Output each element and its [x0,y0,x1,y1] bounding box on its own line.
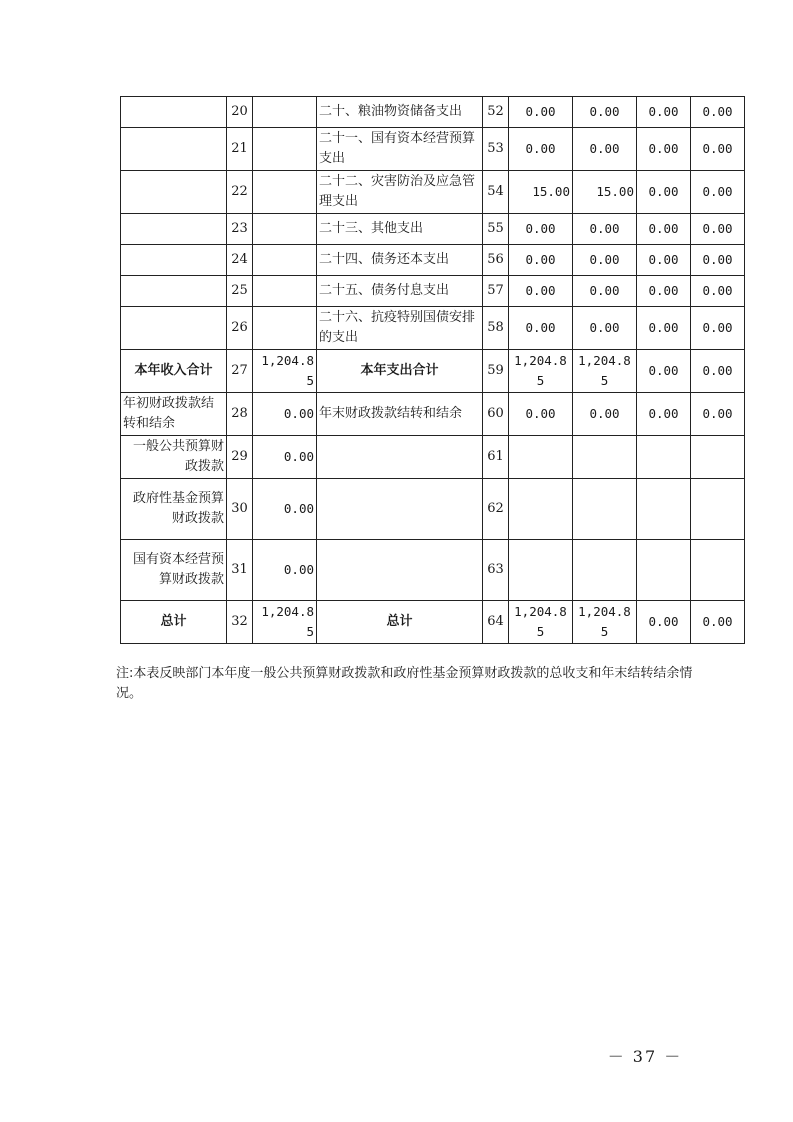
expense-line-number: 58 [483,307,509,350]
gov-fund-cell: 0.00 [637,393,691,436]
income-item-cell [121,245,227,276]
gov-fund-cell [637,479,691,540]
income-line-number: 31 [227,540,253,601]
gov-fund-cell: 0.00 [637,214,691,245]
state-capital-cell: 0.00 [691,350,745,393]
income-line-number: 22 [227,171,253,214]
table-row [121,479,745,540]
expense-item-cell: 二十五、债务付息支出 [317,276,483,307]
income-item-cell: 年初财政拨款结转和结余 [121,393,227,436]
income-item-cell: 政府性基金预算财政拨款 [121,479,227,540]
expense-item-cell: 二十一、国有资本经营预算支出 [317,128,483,171]
gov-fund-cell: 0.00 [637,171,691,214]
expense-total-cell [509,479,573,540]
expense-total-cell: 0.00 [509,245,573,276]
expense-line-number: 59 [483,350,509,393]
income-line-number: 30 [227,479,253,540]
gov-fund-cell: 0.00 [637,276,691,307]
expense-item-cell: 二十三、其他支出 [317,214,483,245]
income-amount-cell: 0.00 [253,479,317,540]
general-budget-cell: 0.00 [573,245,637,276]
table-row [121,128,745,171]
income-line-number: 29 [227,436,253,479]
expense-item-cell [317,436,483,479]
grand-total-label: 总计 [317,601,483,644]
state-capital-cell: 0.00 [691,601,745,644]
income-item-cell: 一般公共预算财政拨款 [121,436,227,479]
expense-line-number: 53 [483,128,509,171]
expense-line-number: 61 [483,436,509,479]
expense-total-cell: 15.00 [509,171,573,214]
expense-total-cell [509,540,573,601]
general-budget-cell: 1,204.85 [573,350,637,393]
expense-item-cell [317,479,483,540]
table-row [121,436,745,479]
expense-total-cell [509,436,573,479]
expense-total-cell: 0.00 [509,97,573,128]
general-budget-cell: 0.00 [573,214,637,245]
income-amount-cell [253,276,317,307]
income-line-number: 20 [227,97,253,128]
table-row [121,171,745,214]
gov-fund-cell: 0.00 [637,601,691,644]
income-amount-cell [253,214,317,245]
income-amount-cell [253,307,317,350]
income-line-number: 32 [227,601,253,644]
expense-total-cell: 0.00 [509,393,573,436]
expense-total-cell: 1,204.85 [509,350,573,393]
income-line-number: 28 [227,393,253,436]
table-row-grand-total [121,601,745,644]
income-item-cell [121,307,227,350]
state-capital-cell: 0.00 [691,307,745,350]
table-row-annual-totals [121,350,745,393]
general-budget-cell: 0.00 [573,128,637,171]
expense-item-cell: 二十、粮油物资储备支出 [317,97,483,128]
expense-line-number: 55 [483,214,509,245]
expense-line-number: 56 [483,245,509,276]
income-line-number: 26 [227,307,253,350]
page-number: － 37 － [607,1047,683,1066]
expense-item-cell: 二十二、灾害防治及应急管理支出 [317,171,483,214]
expense-total-cell: 0.00 [509,128,573,171]
expense-total-cell: 0.00 [509,214,573,245]
fiscal-appropriation-table [120,96,745,644]
state-capital-cell: 0.00 [691,128,745,171]
state-capital-cell: 0.00 [691,171,745,214]
expense-item-cell: 二十四、债务还本支出 [317,245,483,276]
table-row [121,540,745,601]
general-budget-cell: 0.00 [573,393,637,436]
state-capital-cell [691,540,745,601]
table-row-carryover [121,393,745,436]
income-total-label: 本年收入合计 [121,350,227,393]
expense-item-cell [317,540,483,601]
state-capital-cell: 0.00 [691,393,745,436]
general-budget-cell: 0.00 [573,97,637,128]
expense-line-number: 52 [483,97,509,128]
general-budget-cell: 15.00 [573,171,637,214]
state-capital-cell: 0.00 [691,276,745,307]
general-budget-cell [573,436,637,479]
expense-total-cell: 0.00 [509,307,573,350]
income-item-cell: 国有资本经营预算财政拨款 [121,540,227,601]
expense-item-cell: 二十六、抗疫特别国债安排的支出 [317,307,483,350]
income-item-cell [121,171,227,214]
expense-line-number: 64 [483,601,509,644]
income-amount-cell: 0.00 [253,393,317,436]
table-row [121,214,745,245]
state-capital-cell [691,436,745,479]
income-line-number: 27 [227,350,253,393]
table-footnote: 注:本表反映部门本年度一般公共预算财政拨款和政府性基金预算财政拨款的总收支和年末结转结余情况。 [116,666,693,701]
expense-line-number: 60 [483,393,509,436]
gov-fund-cell [637,436,691,479]
general-budget-cell: 1,204.85 [573,601,637,644]
expense-item-cell: 年末财政拨款结转和结余 [317,393,483,436]
gov-fund-cell [637,540,691,601]
income-amount-cell: 1,204.85 [253,350,317,393]
state-capital-cell: 0.00 [691,214,745,245]
state-capital-cell [691,479,745,540]
general-budget-cell [573,540,637,601]
gov-fund-cell: 0.00 [637,350,691,393]
expense-line-number: 57 [483,276,509,307]
table-row [121,307,745,350]
gov-fund-cell: 0.00 [637,97,691,128]
state-capital-cell: 0.00 [691,245,745,276]
state-capital-cell: 0.00 [691,97,745,128]
income-amount-cell [253,245,317,276]
general-budget-cell: 0.00 [573,307,637,350]
gov-fund-cell: 0.00 [637,245,691,276]
expense-line-number: 62 [483,479,509,540]
income-amount-cell: 1,204.85 [253,601,317,644]
income-amount-cell [253,97,317,128]
grand-total-label: 总计 [121,601,227,644]
table-row [121,97,745,128]
table-row [121,276,745,307]
expense-line-number: 54 [483,171,509,214]
income-line-number: 23 [227,214,253,245]
income-line-number: 24 [227,245,253,276]
gov-fund-cell: 0.00 [637,128,691,171]
expense-line-number: 63 [483,540,509,601]
expense-total-cell: 0.00 [509,276,573,307]
gov-fund-cell: 0.00 [637,307,691,350]
income-line-number: 25 [227,276,253,307]
income-line-number: 21 [227,128,253,171]
income-amount-cell [253,171,317,214]
general-budget-cell: 0.00 [573,276,637,307]
income-item-cell [121,128,227,171]
income-item-cell [121,276,227,307]
income-item-cell [121,97,227,128]
general-budget-cell [573,479,637,540]
income-item-cell [121,214,227,245]
expense-total-cell: 1,204.85 [509,601,573,644]
income-amount-cell: 0.00 [253,540,317,601]
income-amount-cell: 0.00 [253,436,317,479]
expense-total-label: 本年支出合计 [317,350,483,393]
table-row [121,245,745,276]
income-amount-cell [253,128,317,171]
